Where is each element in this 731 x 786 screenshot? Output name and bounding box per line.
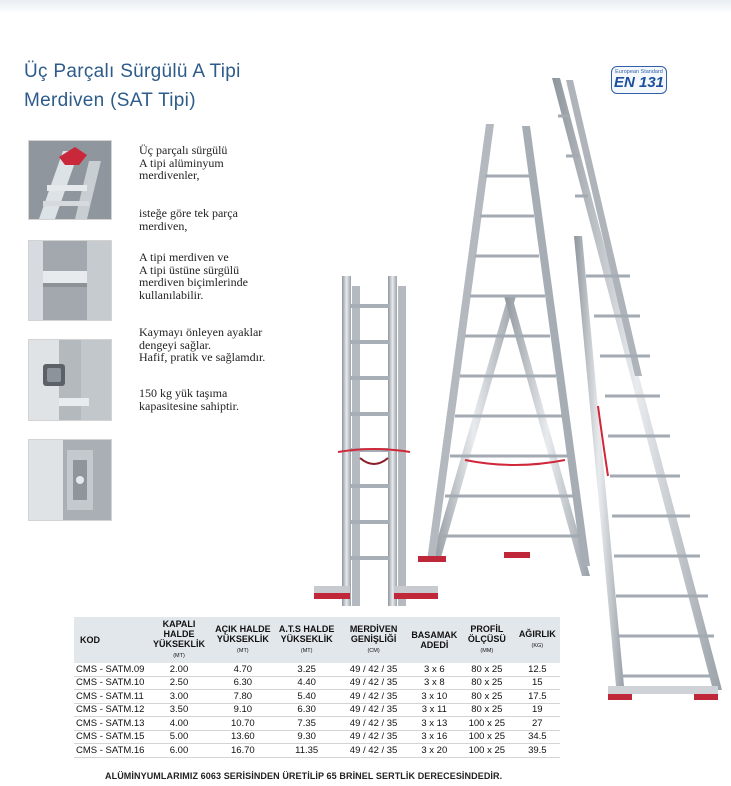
cell-steps: 3 x 20 — [410, 744, 459, 758]
table-header-row — [74, 617, 560, 663]
cell-steps: 3 x 11 — [410, 703, 459, 717]
feature-line: A tipi merdiven ve — [139, 250, 229, 264]
cell-closed-height: 4.00 — [148, 717, 210, 731]
col-header-closed-height: KAPALI HALDE YÜKSEKLİK (MT) — [148, 617, 210, 663]
cell-open-height: 10.70 — [210, 717, 276, 731]
title-line-1: Üç Parçalı Sürgülü A Tipi — [24, 61, 241, 82]
cell-closed-height: 5.00 — [148, 730, 210, 744]
table-row — [74, 717, 560, 731]
cell-ats-height: 6.30 — [276, 703, 338, 717]
table-row — [74, 703, 560, 717]
cell-profile: 100 x 25 — [459, 744, 515, 758]
cell-weight: 19 — [515, 703, 560, 717]
cell-weight: 12.5 — [515, 663, 560, 676]
cell-ats-height: 3.25 — [276, 663, 338, 676]
cell-profile: 80 x 25 — [459, 663, 515, 676]
cell-kod: CMS - SATM.12 — [74, 703, 148, 717]
col-header-steps: BASAMAK ADEDİ — [410, 617, 459, 663]
cell-profile: 80 x 25 — [459, 690, 515, 704]
feature-line: kullanılabilir. — [139, 287, 204, 302]
cell-steps: 3 x 13 — [410, 717, 459, 731]
col-header-ats-height: A.T.S HALDE YÜKSEKLİK (MT) — [276, 617, 338, 663]
feature-line: merdiven, — [139, 218, 188, 233]
table-row — [74, 730, 560, 744]
title-line-2: Merdiven (SAT Tipi) — [24, 90, 196, 111]
feature-text-2 — [139, 207, 238, 232]
cell-open-height: 6.30 — [210, 676, 276, 690]
cell-width: 49 / 42 / 35 — [338, 676, 410, 690]
cell-steps: 3 x 8 — [410, 676, 459, 690]
feature-line: A tipi alüminyum — [139, 155, 224, 170]
cell-ats-height: 9.30 — [276, 730, 338, 744]
feature-line: A tipi üstüne sürgülü — [139, 262, 240, 277]
cell-ats-height: 7.35 — [276, 717, 338, 731]
cell-closed-height: 2.50 — [148, 676, 210, 690]
cell-open-height: 13.60 — [210, 730, 276, 744]
col-header-width: MERDİVEN GENİŞLİĞİ (CM) — [338, 617, 410, 663]
cell-ats-height: 5.40 — [276, 690, 338, 704]
feature-line: Üç parçalı sürgülü — [139, 143, 228, 157]
cell-profile: 80 x 25 — [459, 676, 515, 690]
cell-profile: 100 x 25 — [459, 730, 515, 744]
cell-open-height: 4.70 — [210, 663, 276, 676]
feature-text-4 — [139, 326, 265, 364]
col-header-open-height: AÇIK HALDE YÜKSEKLİK (MT) — [210, 617, 276, 663]
cell-steps: 3 x 16 — [410, 730, 459, 744]
top-header-strip — [0, 0, 731, 14]
footnote: ALÜMİNYUMLARIMIZ 6063 SERİSİNDEN ÜRETİLİP 65 BRİNEL SERTLİK DERECESİNDEDİR. — [105, 771, 503, 781]
feature-text-1 — [139, 144, 227, 182]
thumbnail-hinge — [28, 140, 112, 220]
feature-line: merdivenler, — [139, 168, 200, 182]
cell-ats-height: 11.35 — [276, 744, 338, 758]
feature-line: kapasitesine sahiptir. — [139, 398, 239, 413]
cell-closed-height: 2.00 — [148, 663, 210, 676]
table-row — [74, 744, 560, 758]
extended-ladder — [552, 78, 722, 700]
cell-width: 49 / 42 / 35 — [338, 663, 410, 676]
feature-line: 150 kg yük taşıma — [139, 386, 228, 400]
cell-weight: 17.5 — [515, 690, 560, 704]
col-header-profile: PROFİL ÖLÇÜSÜ (MM) — [459, 617, 515, 663]
cell-weight: 27 — [515, 717, 560, 731]
thumbnail-lock — [28, 439, 112, 521]
cell-width: 49 / 42 / 35 — [338, 730, 410, 744]
cell-weight: 39.5 — [515, 744, 560, 758]
cell-weight: 34.5 — [515, 730, 560, 744]
cell-profile: 100 x 25 — [459, 717, 515, 731]
cell-width: 49 / 42 / 35 — [338, 703, 410, 717]
feature-line: Hafif, pratik ve sağlamdır. — [139, 350, 266, 364]
cell-kod: CMS - SATM.10 — [74, 676, 148, 690]
cell-ats-height: 4.40 — [276, 676, 338, 690]
cell-kod: CMS - SATM.11 — [74, 690, 148, 704]
page-title — [24, 57, 324, 115]
badge-code: EN 131 — [613, 74, 665, 91]
cell-width: 49 / 42 / 35 — [338, 690, 410, 704]
feature-line: dengeyi sağlar. — [139, 337, 211, 352]
a-frame-ladder — [418, 124, 590, 576]
cell-kod: CMS - SATM.13 — [74, 717, 148, 731]
cell-kod: CMS - SATM.16 — [74, 744, 148, 758]
thumbnail-foot — [28, 339, 112, 421]
cell-kod: CMS - SATM.09 — [74, 663, 148, 676]
cell-open-height: 7.80 — [210, 690, 276, 704]
table-row — [74, 663, 560, 676]
cell-closed-height: 6.00 — [148, 744, 210, 758]
cell-open-height: 9.10 — [210, 703, 276, 717]
cell-closed-height: 3.50 — [148, 703, 210, 717]
cell-kod: CMS - SATM.15 — [74, 730, 148, 744]
col-header-kod: KOD — [74, 617, 148, 663]
cell-weight: 15 — [515, 676, 560, 690]
feature-line: Kaymayı önleyen ayaklar — [139, 325, 263, 339]
spec-table — [74, 617, 560, 758]
thumbnail-rung — [28, 240, 112, 321]
table-row — [74, 690, 560, 704]
table-row — [74, 676, 560, 690]
cell-open-height: 16.70 — [210, 744, 276, 758]
cell-steps: 3 x 10 — [410, 690, 459, 704]
cell-steps: 3 x 6 — [410, 663, 459, 676]
cell-profile: 80 x 25 — [459, 703, 515, 717]
cell-closed-height: 3.00 — [148, 690, 210, 704]
feature-text-5 — [139, 387, 239, 412]
cell-width: 49 / 42 / 35 — [338, 717, 410, 731]
cell-width: 49 / 42 / 35 — [338, 744, 410, 758]
badge-standard-label: European Standard — [615, 69, 663, 75]
feature-line: merdiven biçimlerinde — [139, 275, 248, 289]
feature-line: isteğe göre tek parça — [139, 206, 238, 220]
col-header-weight: AĞIRLIK (KG) — [515, 617, 560, 663]
feature-text-3 — [139, 251, 248, 301]
